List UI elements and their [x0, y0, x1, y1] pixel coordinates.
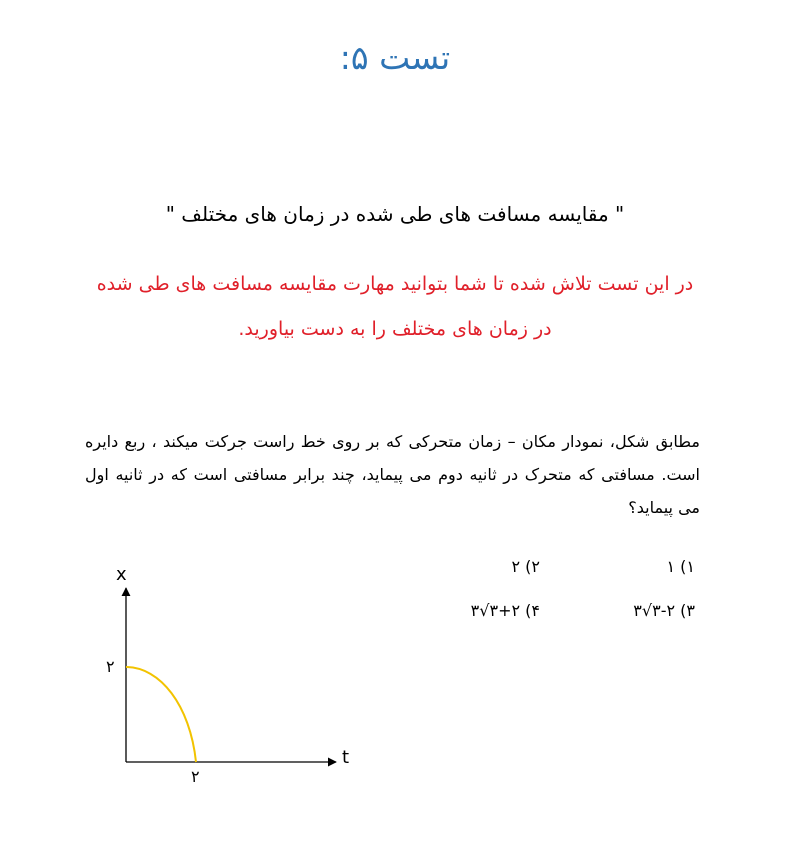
option-2-number: ۲) [525, 557, 540, 576]
x-axis-label: t [342, 747, 350, 768]
option-3-text: ۳-۲√۳ [633, 601, 676, 620]
option-3[interactable] [633, 601, 695, 620]
option-2-text: ۲ [511, 557, 521, 576]
option-4-text: ۳+۲√۳ [470, 601, 521, 620]
y-axis-label: x [116, 564, 127, 585]
test-subtitle: " مقایسه مسافت های طی شده در زمان های مختلف " [165, 202, 625, 226]
position-time-graph [95, 560, 375, 790]
option-3-number: ۳) [680, 601, 695, 620]
option-4[interactable] [471, 601, 540, 620]
quarter-circle-curve [126, 667, 196, 762]
option-2[interactable] [511, 557, 540, 576]
x-tick-label: ۲ [191, 767, 200, 786]
intro-text: در این تست تلاش شده تا شما بتوانید مهارت مقایسه مسافت های طی شده در زمان های مختلف را به دست بیاورید. [96, 273, 694, 340]
option-1[interactable] [666, 557, 695, 576]
option-1-number: ۱) [680, 557, 695, 576]
y-tick-label: ۲ [106, 657, 115, 676]
question-text: مطابق شکل، نمودار مکان – زمان متحرکی که بر روی خط راست جرکت میکند ، ربع دایره است. مسافتی که متحرک در ثانیه دوم می پیماید، چند برابر مسافتی است که در ثانیه اول می پیماید؟ [85, 432, 700, 517]
page-title: تست ۵: [339, 38, 451, 77]
option-1-text: ۱ [666, 557, 676, 576]
option-4-number: ۴) [525, 601, 540, 620]
